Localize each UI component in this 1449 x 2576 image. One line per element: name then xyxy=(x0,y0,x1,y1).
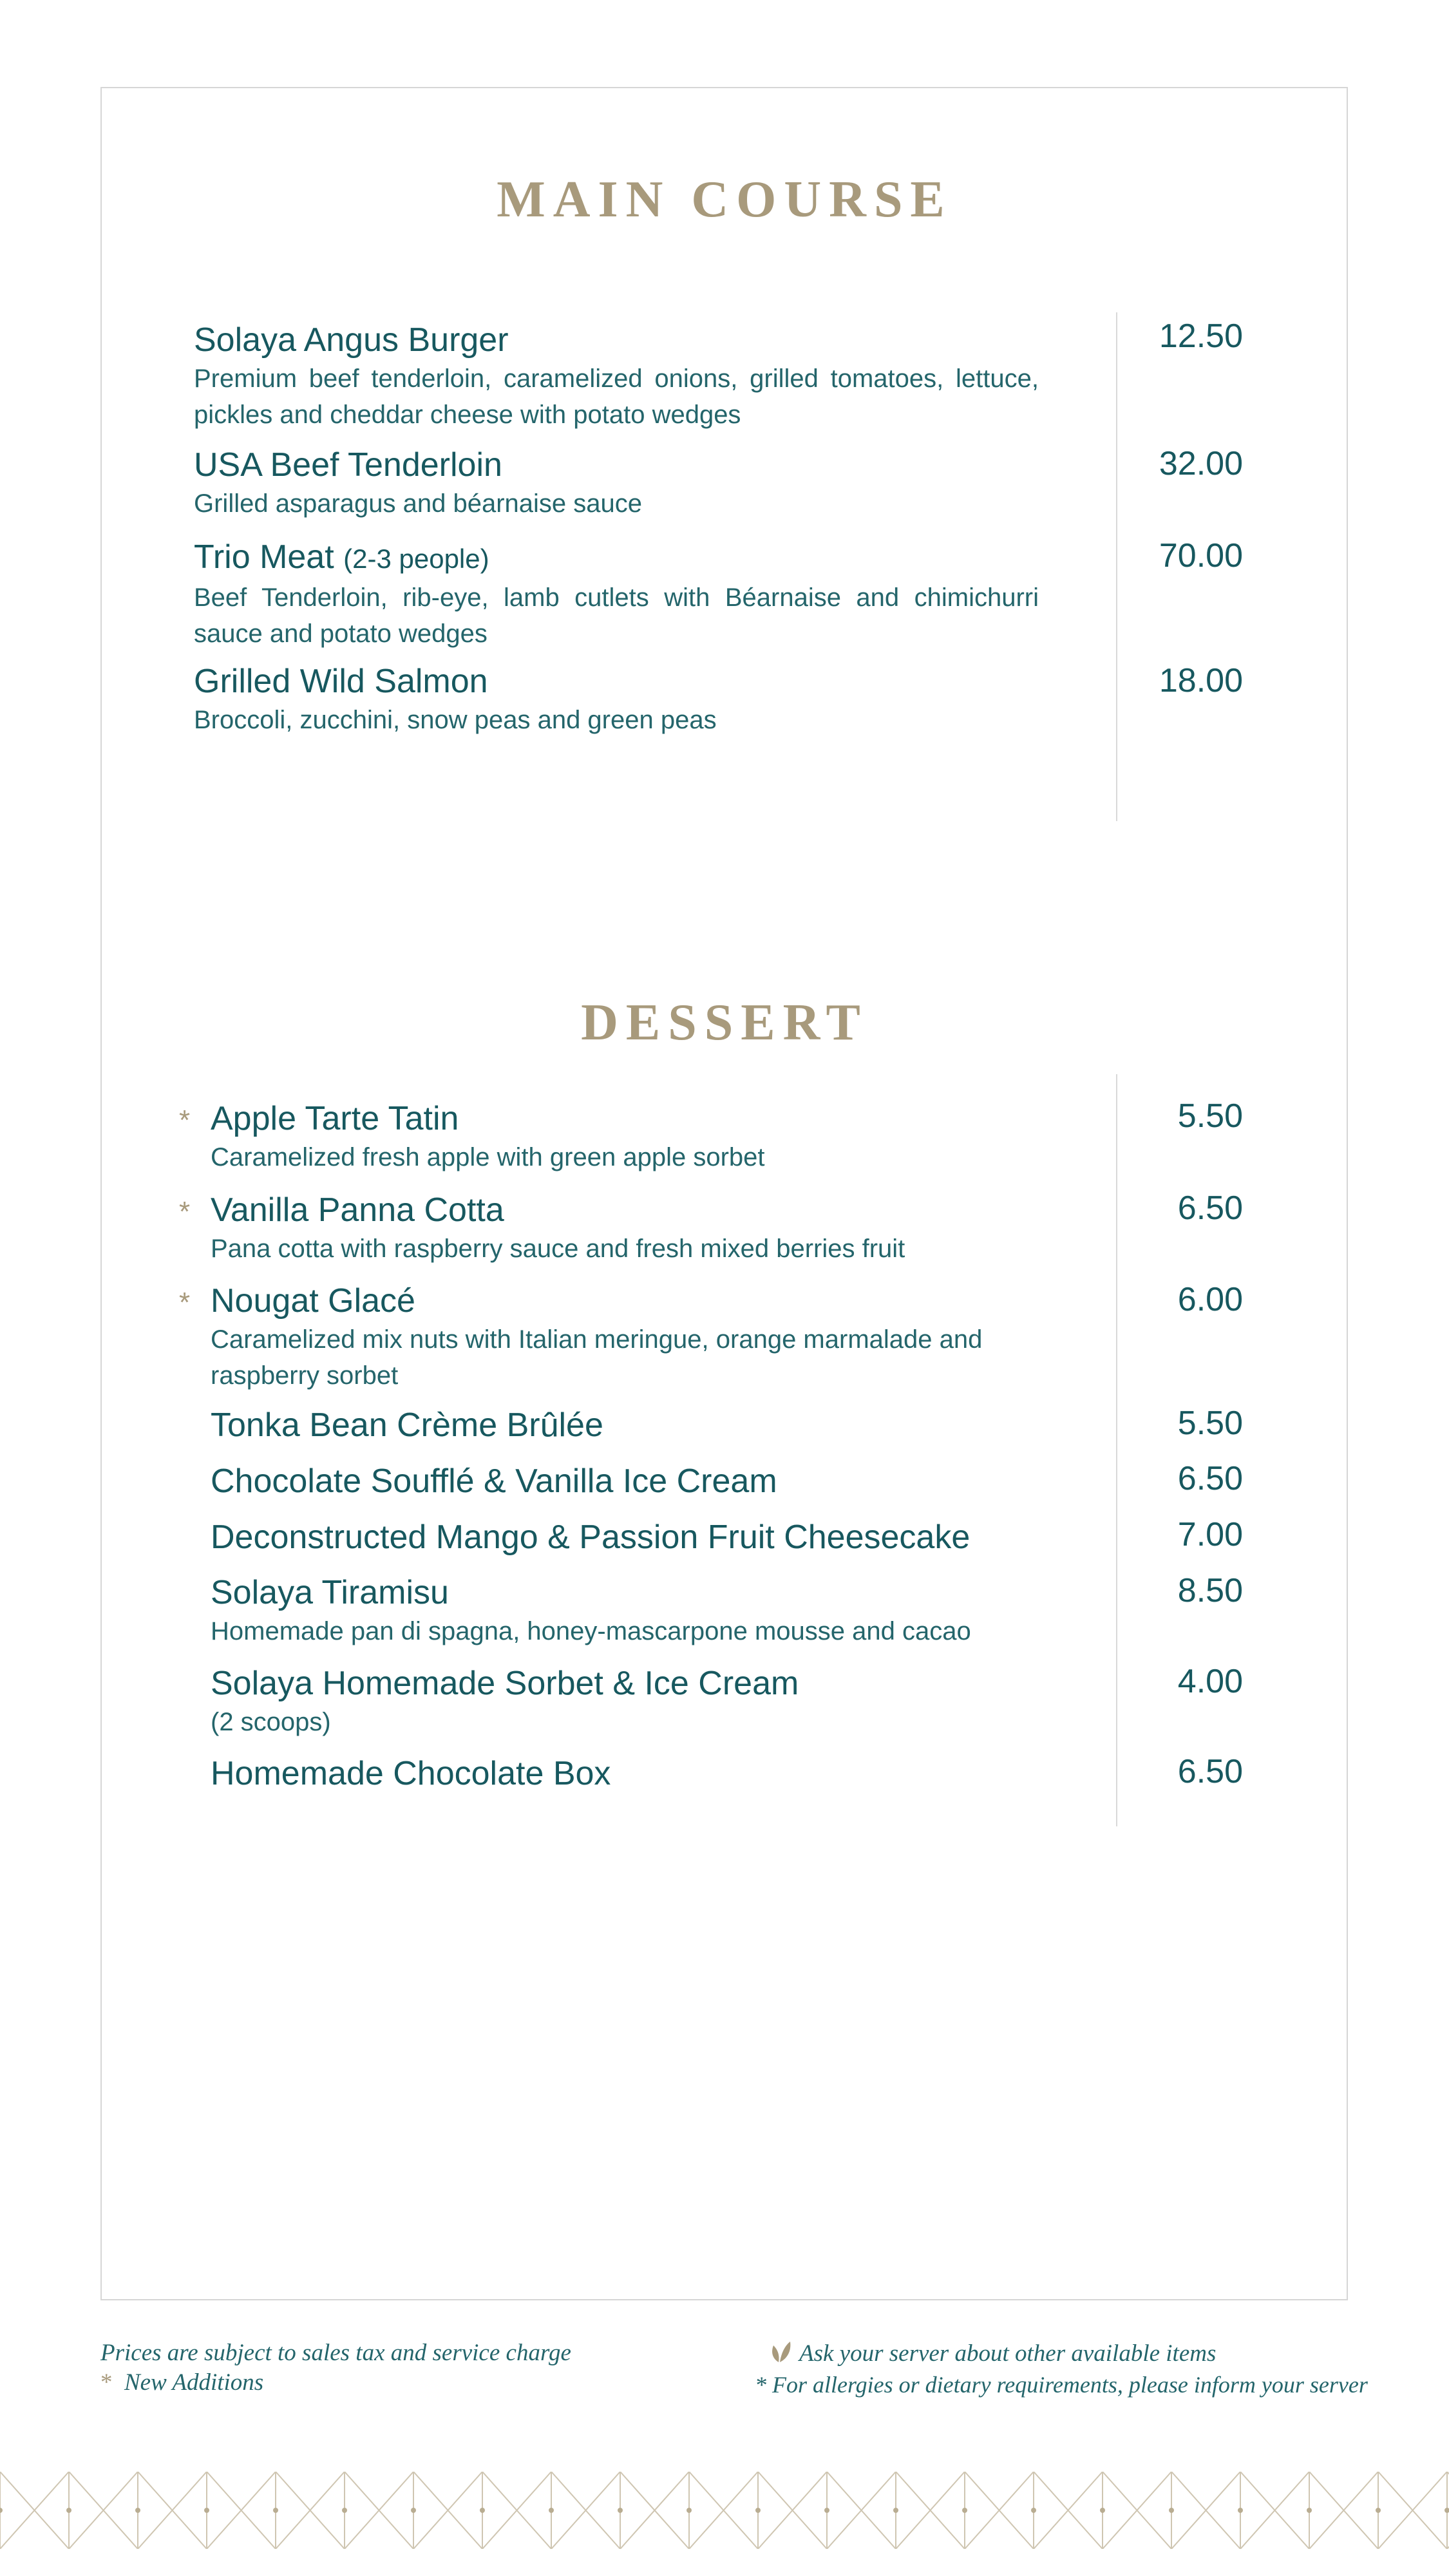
pattern-dot xyxy=(204,2508,209,2513)
menu-item-angus-burger xyxy=(194,321,1039,433)
main-course-title: MAIN COURSE xyxy=(497,171,952,228)
pattern-dot xyxy=(1376,2508,1381,2513)
item-name: Solaya Tiramisu xyxy=(211,1574,449,1611)
server-note xyxy=(770,2339,1216,2367)
menu-item-trio-meat xyxy=(194,538,1039,652)
allergy-note: * For allergies or dietary requirements, please inform your server xyxy=(755,2372,1368,2398)
pattern-dot xyxy=(687,2508,692,2513)
diamond-pattern xyxy=(0,2472,1449,2549)
pattern-dot xyxy=(1444,2508,1449,2513)
new-addition-marker: * xyxy=(179,1287,191,1318)
menu-item-chocolate-souffle xyxy=(211,1462,1048,1501)
item-price: 5.50 xyxy=(1177,1097,1243,1135)
new-additions-legend xyxy=(100,2369,263,2396)
pattern-dot xyxy=(1169,2508,1174,2513)
item-description: Caramelized mix nuts with Italian meringue, orange marmalade and raspberry sorbet xyxy=(211,1325,983,1390)
item-price: 6.50 xyxy=(1177,1189,1243,1227)
menu-item-beef-tenderloin xyxy=(194,446,1039,522)
item-name: Trio Meat xyxy=(194,538,334,576)
main-course-price-divider xyxy=(1116,312,1117,821)
menu-item-apple-tarte-tatin xyxy=(211,1099,1048,1175)
item-name: Solaya Angus Burger xyxy=(194,321,509,359)
item-price: 8.50 xyxy=(1177,1572,1243,1609)
pattern-dot xyxy=(618,2508,623,2513)
item-price: 70.00 xyxy=(1159,537,1243,574)
menu-item-chocolate-box xyxy=(211,1754,1048,1793)
pattern-dot xyxy=(824,2508,829,2513)
item-price: 7.00 xyxy=(1177,1516,1243,1553)
item-description: Broccoli, zucchini, snow peas and green peas xyxy=(194,706,717,734)
pattern-dot xyxy=(480,2508,485,2513)
item-description: Caramelized fresh apple with green apple sorbet xyxy=(211,1143,765,1171)
pattern-dot xyxy=(135,2508,140,2513)
menu-item-nougat-glace xyxy=(211,1282,1022,1394)
menu-item-creme-brulee xyxy=(211,1406,1048,1444)
menu-item-sorbet-ice-cream xyxy=(211,1664,1048,1740)
item-price: 6.50 xyxy=(1177,1460,1243,1497)
item-name: Homemade Chocolate Box xyxy=(211,1755,611,1792)
item-price: 32.00 xyxy=(1159,445,1243,482)
menu-item-wild-salmon xyxy=(194,662,1039,738)
pattern-dot xyxy=(342,2508,347,2513)
pattern-dot xyxy=(755,2508,761,2513)
leaf-icon xyxy=(770,2339,791,2363)
server-note-text: Ask your server about other available items xyxy=(799,2340,1217,2367)
menu-item-tiramisu xyxy=(211,1573,1048,1649)
tax-note: Prices are subject to sales tax and service charge xyxy=(100,2340,571,2366)
pattern-dot xyxy=(273,2508,278,2513)
new-addition-marker: * xyxy=(179,1104,191,1136)
item-name: USA Beef Tenderloin xyxy=(194,446,502,484)
pattern-dot xyxy=(549,2508,554,2513)
item-name-row xyxy=(194,538,1039,578)
menu-item-vanilla-panna-cotta xyxy=(211,1191,1048,1267)
menu-item-mango-cheesecake xyxy=(211,1518,1048,1557)
item-description: Grilled asparagus and béarnaise sauce xyxy=(194,489,642,518)
item-serving-note: (2-3 people) xyxy=(343,544,489,574)
new-additions-label: New Additions xyxy=(124,2369,264,2396)
pattern-dot xyxy=(1307,2508,1312,2513)
item-price: 12.50 xyxy=(1159,317,1243,355)
dessert-title: DESSERT xyxy=(581,994,868,1051)
item-price: 6.00 xyxy=(1177,1281,1243,1318)
item-name: Apple Tarte Tatin xyxy=(211,1100,459,1137)
pattern-dot xyxy=(962,2508,967,2513)
new-addition-marker: * xyxy=(179,1196,191,1227)
item-name: Vanilla Panna Cotta xyxy=(211,1191,504,1229)
item-price: 6.50 xyxy=(1177,1753,1243,1790)
item-description: Beef Tenderloin, rib-eye, lamb cutlets with Béarnaise and chimichurri sauce and potato wedges xyxy=(194,583,1039,648)
pattern-dot xyxy=(411,2508,416,2513)
dessert-price-divider xyxy=(1116,1074,1117,1826)
item-description: Homemade pan di spagna, honey-mascarpone mousse and cacao xyxy=(211,1617,971,1645)
item-name: Deconstructed Mango & Passion Fruit Cheesecake xyxy=(211,1519,971,1556)
item-name: Grilled Wild Salmon xyxy=(194,663,488,700)
pattern-dot xyxy=(1238,2508,1243,2513)
item-description: Premium beef tenderloin, caramelized onions, grilled tomatoes, lettuce, pickles and cheddar cheese with potato wedges xyxy=(194,365,1039,429)
pattern-dot xyxy=(1100,2508,1105,2513)
item-name: Tonka Bean Crème Brûlée xyxy=(211,1406,603,1444)
pattern-dot xyxy=(1031,2508,1036,2513)
item-description: (2 scoops) xyxy=(211,1708,331,1736)
item-name: Solaya Homemade Sorbet & Ice Cream xyxy=(211,1665,799,1702)
pattern-dot xyxy=(893,2508,898,2513)
pattern-dot xyxy=(66,2508,71,2513)
item-price: 5.50 xyxy=(1177,1405,1243,1442)
new-addition-marker: * xyxy=(100,2369,113,2396)
item-name: Nougat Glacé xyxy=(211,1282,415,1320)
item-name: Chocolate Soufflé & Vanilla Ice Cream xyxy=(211,1463,777,1500)
item-price: 4.00 xyxy=(1177,1663,1243,1700)
pattern-dot xyxy=(0,2508,3,2513)
item-description: Pana cotta with raspberry sauce and fresh mixed berries fruit xyxy=(211,1235,905,1263)
item-price: 18.00 xyxy=(1159,662,1243,699)
